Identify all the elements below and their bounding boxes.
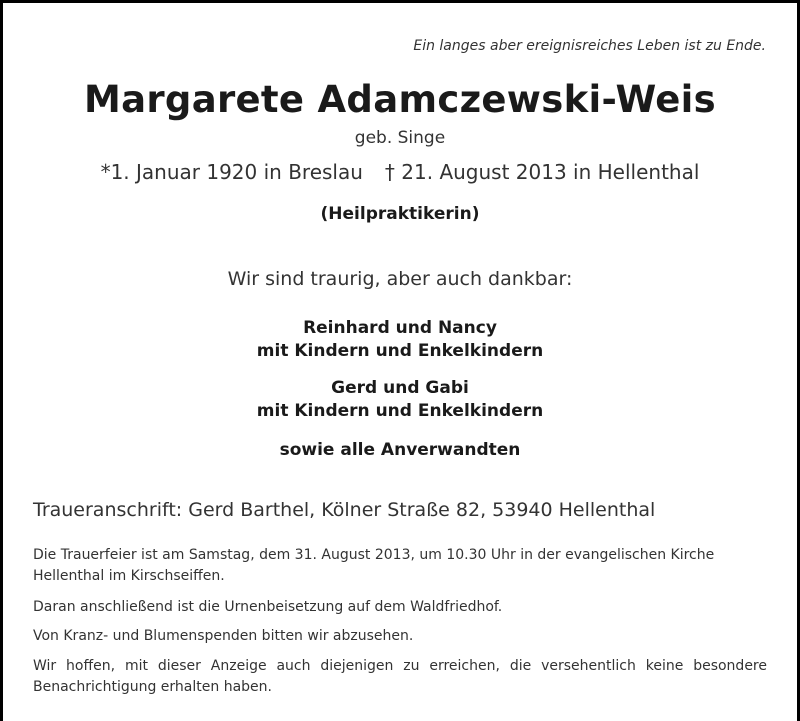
mourner-line: mit Kindern und Enkelkindern xyxy=(256,341,544,361)
life-dates xyxy=(0,160,800,184)
deceased-name: Margarete Adamczewski-Weis xyxy=(84,78,716,121)
motto-text: Ein langes aber ereignisreiches Leben ist zu Ende. xyxy=(413,38,766,54)
birth-name: geb. Singe xyxy=(354,128,446,148)
death-date: † 21. August 2013 in Hellenthal xyxy=(384,160,700,184)
grateful-line: Wir sind traurig, aber auch dankbar: xyxy=(227,268,573,290)
mourner-line: Reinhard und Nancy xyxy=(303,318,497,338)
birth-date: *1. Januar 1920 in Breslau xyxy=(100,160,363,184)
mourner-line: sowie alle Anverwandten xyxy=(279,440,521,460)
profession: (Heilpraktikerin) xyxy=(320,204,480,224)
closing-note: Wir hoffen, mit dieser Anzeige auch diejenigen zu erreichen, die versehentlich keine besondere Benachrichtigung erhalten haben. xyxy=(33,658,767,695)
mourner-line: Gerd und Gabi xyxy=(331,378,469,398)
mourning-address: Traueranschrift: Gerd Barthel, Kölner Straße 82, 53940 Hellenthal xyxy=(33,499,656,521)
funeral-details: Die Trauerfeier ist am Samstag, dem 31. August 2013, um 10.30 Uhr in der evangelischen Kirche Hellenthal im Kirschseiffen. xyxy=(33,547,715,584)
mourner-line: mit Kindern und Enkelkindern xyxy=(256,401,544,421)
burial-details: Daran anschließend ist die Urnenbeisetzung auf dem Waldfriedhof. xyxy=(33,599,503,615)
flowers-note: Von Kranz- und Blumenspenden bitten wir abzusehen. xyxy=(33,628,414,644)
